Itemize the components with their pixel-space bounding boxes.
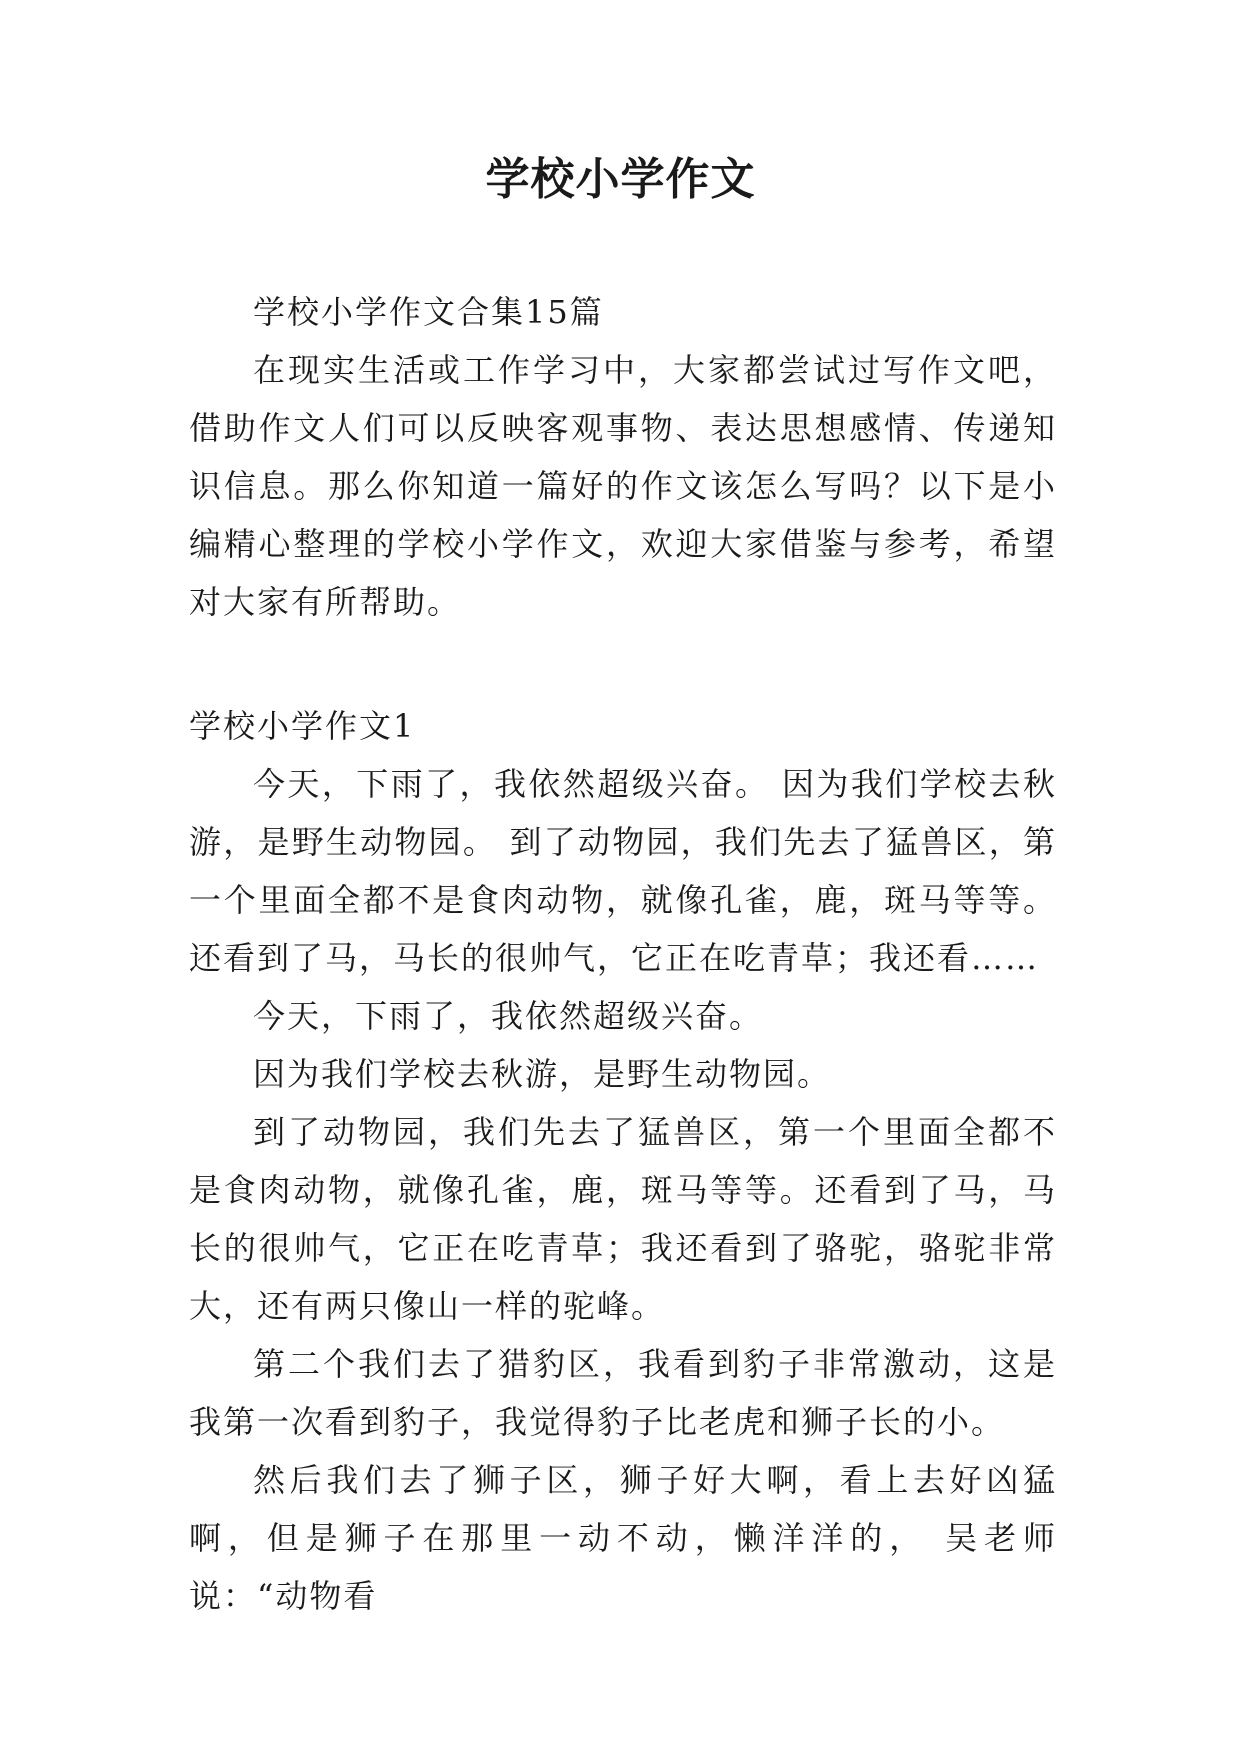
essay-section	[189, 697, 1057, 1625]
essay-paragraph: 到了动物园，我们先去了猛兽区，第一个里面全都不是食肉动物，就像孔雀，鹿，斑马等等。还看到了马，马长的很帅气，它正在吃青草；我还看到了骆驼，骆驼非常大，还有两只像山一样的驼峰。	[189, 1113, 1057, 1325]
essay-paragraph: 今天，下雨了，我依然超级兴奋。	[253, 997, 764, 1035]
essay-paragraph: 第二个我们去了猎豹区，我看到豹子非常激动，这是我第一次看到豹子，我觉得豹子比老虎和狮子长的小。	[189, 1345, 1057, 1441]
document-title: 学校小学作文	[485, 154, 756, 205]
intro-section	[189, 283, 1057, 631]
essay-heading: 学校小学作文1	[189, 707, 416, 745]
collection-subtitle: 学校小学作文合集15篇	[253, 293, 604, 331]
essay-paragraph: 因为我们学校去秋游，是野生动物园。	[253, 1055, 832, 1093]
intro-paragraph: 在现实生活或工作学习中，大家都尝试过写作文吧，借助作文人们可以反映客观事物、表达思想感情、传递知识信息。那么你知道一篇好的作文该怎么写吗？以下是小编精心整理的学校小学作文，欢迎大家借鉴与参考，希望对大家有所帮助。	[189, 351, 1057, 621]
essay-paragraph: 今天，下雨了，我依然超级兴奋。 因为我们学校去秋游，是野生动物园。 到了动物园，我们先去了猛兽区，第一个里面全都不是食肉动物，就像孔雀，鹿，斑马等等。还看到了马，马长的很帅气，它正在吃青草；我还看……	[189, 765, 1057, 977]
essay-paragraph: 然后我们去了狮子区，狮子好大啊，看上去好凶猛啊，但是狮子在那里一动不动，懒洋洋的， 吴老师说：“动物看	[189, 1461, 1057, 1615]
